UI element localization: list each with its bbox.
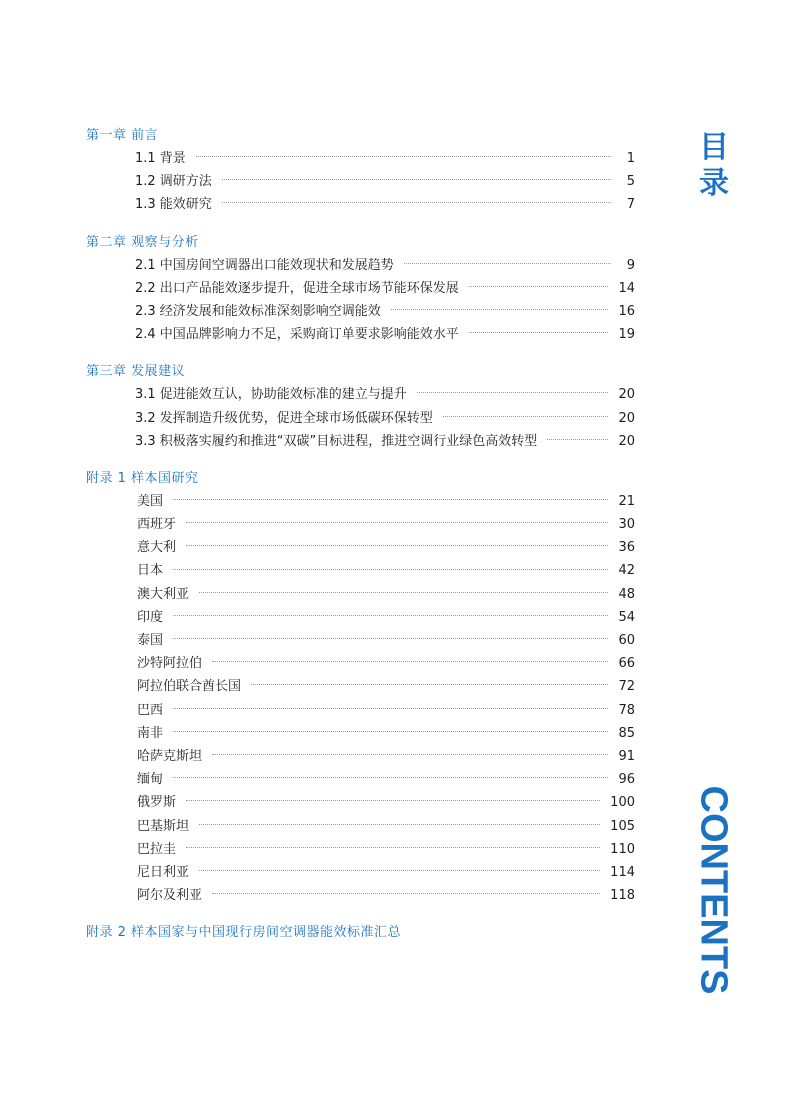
- dot-leader: [417, 392, 609, 393]
- toc-entry[interactable]: [86, 606, 635, 629]
- appendix-2-section: [86, 921, 646, 944]
- page-number: 105: [610, 818, 635, 834]
- entry-title: 美国: [137, 493, 164, 509]
- dot-leader: [186, 545, 608, 546]
- entry-title: 意大利: [137, 540, 177, 556]
- chapter-3-section: [86, 360, 646, 453]
- page-number: 21: [618, 493, 635, 509]
- toc-entry[interactable]: [86, 536, 635, 559]
- toc-entry[interactable]: [86, 768, 635, 791]
- entry-title: 沙特阿拉伯: [137, 656, 203, 672]
- dot-leader: [173, 499, 608, 500]
- toc-entry[interactable]: [86, 861, 635, 884]
- dot-leader: [547, 439, 608, 440]
- page-number: 7: [626, 197, 635, 213]
- toc-entry[interactable]: [86, 791, 635, 814]
- entry-title: 泰国: [137, 633, 164, 648]
- page-number: 54: [618, 609, 635, 625]
- page-number: 114: [610, 864, 635, 880]
- toc-entry[interactable]: [86, 513, 635, 536]
- entry-title: 2.1 中国房间空调器出口能效现状和发展趋势: [135, 257, 394, 273]
- dot-leader: [212, 754, 608, 755]
- page-number: 19: [618, 327, 635, 343]
- page-number: 20: [618, 387, 635, 403]
- toc-entry[interactable]: [86, 254, 635, 277]
- toc-entry[interactable]: [86, 490, 635, 513]
- toc-entry[interactable]: [86, 652, 635, 675]
- entry-title: 尼日利亚: [137, 864, 190, 880]
- dot-leader: [199, 870, 600, 871]
- dot-leader: [212, 661, 608, 662]
- dot-leader: [173, 777, 608, 778]
- dot-leader: [404, 263, 611, 264]
- page-number: 42: [618, 563, 635, 579]
- page-number: 20: [618, 410, 635, 426]
- entry-title: 澳大利亚: [137, 586, 190, 602]
- entry-title: 2.3 经济发展和能效标准深刻影响空调能效: [135, 303, 381, 319]
- contents-label: CONTENTS: [692, 785, 735, 995]
- dot-leader: [222, 202, 611, 203]
- entry-title: 1.2 调研方法: [135, 174, 212, 190]
- page-number: 96: [618, 772, 635, 788]
- page-number: 78: [618, 702, 635, 718]
- toc-entry[interactable]: [86, 815, 635, 838]
- page-number: 16: [618, 303, 635, 319]
- dot-leader: [173, 638, 608, 639]
- entry-title: 巴拉圭: [137, 841, 177, 857]
- entry-title: 巴基斯坦: [137, 818, 190, 834]
- appendix-heading[interactable]: 附录 1 样本国研究: [86, 470, 199, 486]
- page-number: 110: [610, 841, 635, 857]
- page-number: 5: [626, 174, 635, 190]
- dot-leader: [212, 893, 600, 894]
- page-number: 20: [618, 433, 635, 449]
- chapter-heading[interactable]: 第一章 前言: [86, 128, 159, 143]
- page-number: 91: [618, 748, 635, 764]
- chapter-heading[interactable]: 第二章 观察与分析: [86, 234, 199, 250]
- chapter-2-section: [86, 231, 646, 347]
- toc-entry[interactable]: [86, 300, 635, 323]
- toc-title-cn: [692, 130, 736, 202]
- entry-title: 哈萨克斯坦: [137, 748, 203, 764]
- toc-entry[interactable]: [86, 430, 635, 453]
- dot-leader: [186, 800, 600, 801]
- toc-entry[interactable]: [86, 675, 635, 698]
- dot-leader: [443, 416, 609, 417]
- entry-title: 巴西: [137, 702, 164, 718]
- page-number: 36: [618, 540, 635, 556]
- dot-leader: [222, 179, 611, 180]
- dot-leader: [199, 592, 608, 593]
- entry-title: 阿尔及利亚: [137, 888, 203, 904]
- page-number: 66: [618, 656, 635, 672]
- dot-leader: [173, 569, 608, 570]
- title-char: 目: [699, 130, 729, 165]
- toc-entry[interactable]: [86, 629, 635, 652]
- dot-leader: [186, 522, 608, 523]
- entry-title: 南非: [137, 725, 164, 741]
- dot-leader: [391, 309, 609, 310]
- entry-title: 1.1 背景: [135, 151, 186, 166]
- entry-title: 2.4 中国品牌影响力不足，采购商订单要求影响能效水平: [135, 327, 459, 343]
- dot-leader: [173, 731, 608, 732]
- dot-leader: [196, 156, 611, 157]
- toc-entry[interactable]: [86, 277, 635, 300]
- toc-entry[interactable]: [86, 170, 635, 193]
- chapter-1-section: [86, 124, 646, 217]
- entry-title: 印度: [137, 609, 164, 625]
- entry-title: 3.3 积极落实履约和推进“双碳”目标进程，推进空调行业绿色高效转型: [135, 433, 538, 449]
- toc-entry[interactable]: [86, 193, 635, 216]
- page-number: 72: [618, 679, 635, 695]
- page-number: 30: [618, 517, 635, 533]
- toc-entry[interactable]: [86, 699, 635, 722]
- chapter-heading[interactable]: 第三章 发展建议: [86, 364, 186, 380]
- entry-title: 缅甸: [137, 772, 164, 788]
- page-number: 100: [610, 795, 635, 811]
- toc-entry[interactable]: [86, 884, 635, 907]
- entry-title: 俄罗斯: [137, 795, 177, 811]
- dot-leader: [173, 708, 608, 709]
- entry-title: 1.3 能效研究: [135, 197, 212, 213]
- toc-entry[interactable]: [86, 838, 635, 861]
- toc-entry[interactable]: [86, 147, 635, 170]
- page-number: 14: [618, 280, 635, 296]
- table-of-contents: [86, 124, 646, 958]
- page-number: 118: [610, 888, 635, 904]
- toc-entry[interactable]: [86, 407, 635, 430]
- toc-entry[interactable]: [86, 323, 635, 346]
- dot-leader: [469, 286, 609, 287]
- toc-entry[interactable]: [86, 383, 635, 406]
- dot-leader: [251, 684, 608, 685]
- dot-leader: [469, 332, 609, 333]
- page-number: 9: [626, 257, 635, 273]
- dot-leader: [173, 615, 608, 616]
- toc-entry[interactable]: [86, 583, 635, 606]
- appendix-heading[interactable]: 附录 2 样本国家与中国现行房间空调器能效标准汇总: [86, 925, 402, 941]
- entry-title: 3.1 促进能效互认，协助能效标准的建立与提升: [135, 387, 407, 403]
- page-number: 60: [618, 633, 635, 648]
- page-number: 1: [626, 151, 635, 166]
- page-number: 48: [618, 586, 635, 602]
- entry-title: 3.2 发挥制造升级优势，促进全球市场低碳环保转型: [135, 410, 433, 426]
- toc-entry[interactable]: [86, 559, 635, 582]
- entry-title: 西班牙: [137, 517, 177, 533]
- entry-title: 阿拉伯联合酋长国: [137, 679, 242, 695]
- dot-leader: [186, 847, 600, 848]
- appendix-1-section: [86, 467, 646, 907]
- toc-entry[interactable]: [86, 722, 635, 745]
- dot-leader: [199, 824, 600, 825]
- page-number: 85: [618, 725, 635, 741]
- entry-title: 2.2 出口产品能效逐步提升，促进全球市场节能环保发展: [135, 280, 459, 296]
- entry-title: 日本: [137, 563, 164, 579]
- toc-entry[interactable]: [86, 745, 635, 768]
- title-char: 录: [699, 166, 729, 201]
